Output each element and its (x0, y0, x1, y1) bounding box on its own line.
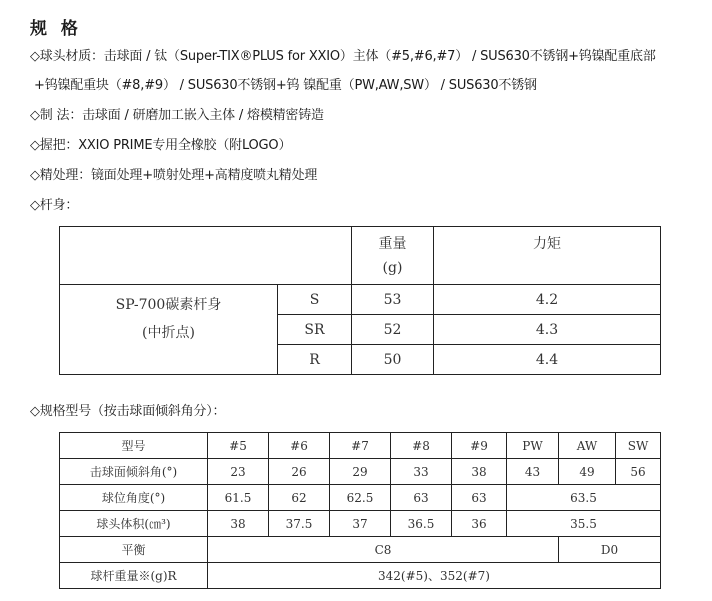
balance-label: 平衡 (60, 537, 208, 563)
loft-row (60, 459, 661, 485)
shaft-name: SP-700碳素杆身 (115, 297, 222, 313)
finish-line: ◇精处理：镜面处理+喷射处理+高精度喷丸精处理 (30, 168, 318, 183)
loft-label: 击球面倾斜角(°) (60, 459, 208, 485)
weight-cell: 52 (352, 315, 434, 345)
lie-cell: 63 (391, 485, 452, 511)
shaft-line: ◇杆身： (30, 198, 79, 213)
spec-heading: ◇规格型号（按击球面倾斜角分）： (30, 404, 226, 419)
flex-cell: S (278, 285, 352, 315)
spec-table (59, 432, 661, 589)
torque-cell: 4.2 (434, 285, 661, 315)
shaft-table-header-row (60, 227, 661, 285)
shaft-header-empty (60, 227, 352, 285)
model-label: 型号 (60, 433, 208, 459)
volume-wedge-cell: 35.5 (507, 511, 661, 537)
flex-cell: SR (278, 315, 352, 345)
header-weight-unit: (g) (382, 259, 403, 276)
loft-cell: 26 (269, 459, 330, 485)
lie-cell: 62.5 (330, 485, 391, 511)
lie-cell: 63 (452, 485, 507, 511)
balance-row (60, 537, 661, 563)
club-weight-cell: 342(#5)、352(#7) (208, 563, 661, 589)
shaft-name-cell (60, 285, 278, 375)
volume-cell: 36.5 (391, 511, 452, 537)
volume-cell: 38 (208, 511, 269, 537)
page-title: 规 格 (30, 19, 82, 39)
flex-cell: R (278, 345, 352, 375)
volume-row (60, 511, 661, 537)
volume-label: 球头体积(㎝³) (60, 511, 208, 537)
volume-cell: 37.5 (269, 511, 330, 537)
header-weight-label: 重量 (378, 235, 407, 252)
club-weight-row (60, 563, 661, 589)
loft-cell: 49 (559, 459, 616, 485)
weight-cell: 50 (352, 345, 434, 375)
model-cell: PW (507, 433, 559, 459)
balance-sw-cell: D0 (559, 537, 661, 563)
method-line: ◇制 法：击球面 / 研磨加工嵌入主体 / 熔模精密铸造 (30, 108, 324, 123)
model-cell: SW (616, 433, 661, 459)
torque-cell: 4.4 (434, 345, 661, 375)
head-material-line: ◇球头材质：击球面 / 钛（Super-TIX®PLUS for XXIO）主体（#5,#6,#7） / SUS630不锈钢+钨镍配重底部 (30, 49, 656, 64)
lie-label: 球位角度(°) (60, 485, 208, 511)
loft-cell: 38 (452, 459, 507, 485)
shaft-table (59, 226, 661, 375)
model-cell: #9 (452, 433, 507, 459)
grip-line: ◇握把：XXIO PRIME专用全橡胶（附LOGO） (30, 138, 292, 153)
lie-cell: 62 (269, 485, 330, 511)
model-cell: AW (559, 433, 616, 459)
volume-cell: 37 (330, 511, 391, 537)
loft-cell: 56 (616, 459, 661, 485)
model-cell: #8 (391, 433, 452, 459)
weight-cell: 53 (352, 285, 434, 315)
model-row (60, 433, 661, 459)
loft-cell: 33 (391, 459, 452, 485)
model-cell: #6 (269, 433, 330, 459)
lie-wedge-cell: 63.5 (507, 485, 661, 511)
torque-cell: 4.3 (434, 315, 661, 345)
loft-cell: 23 (208, 459, 269, 485)
volume-cell: 36 (452, 511, 507, 537)
model-cell: #5 (208, 433, 269, 459)
loft-cell: 43 (507, 459, 559, 485)
shaft-row (60, 285, 661, 315)
lie-cell: 61.5 (208, 485, 269, 511)
club-weight-label: 球杆重量※(g)R (60, 563, 208, 589)
shaft-note: (中折点) (142, 325, 195, 341)
shaft-header-weight (352, 227, 434, 285)
lie-row (60, 485, 661, 511)
model-cell: #7 (330, 433, 391, 459)
balance-main-cell: C8 (208, 537, 559, 563)
head-material-line-cont: +钨镍配重块（#8,#9） / SUS630不锈钢+钨 镍配重（PW,AW,SW） / SUS630不锈钢 (34, 78, 537, 93)
shaft-header-torque: 力矩 (434, 227, 661, 285)
loft-cell: 29 (330, 459, 391, 485)
